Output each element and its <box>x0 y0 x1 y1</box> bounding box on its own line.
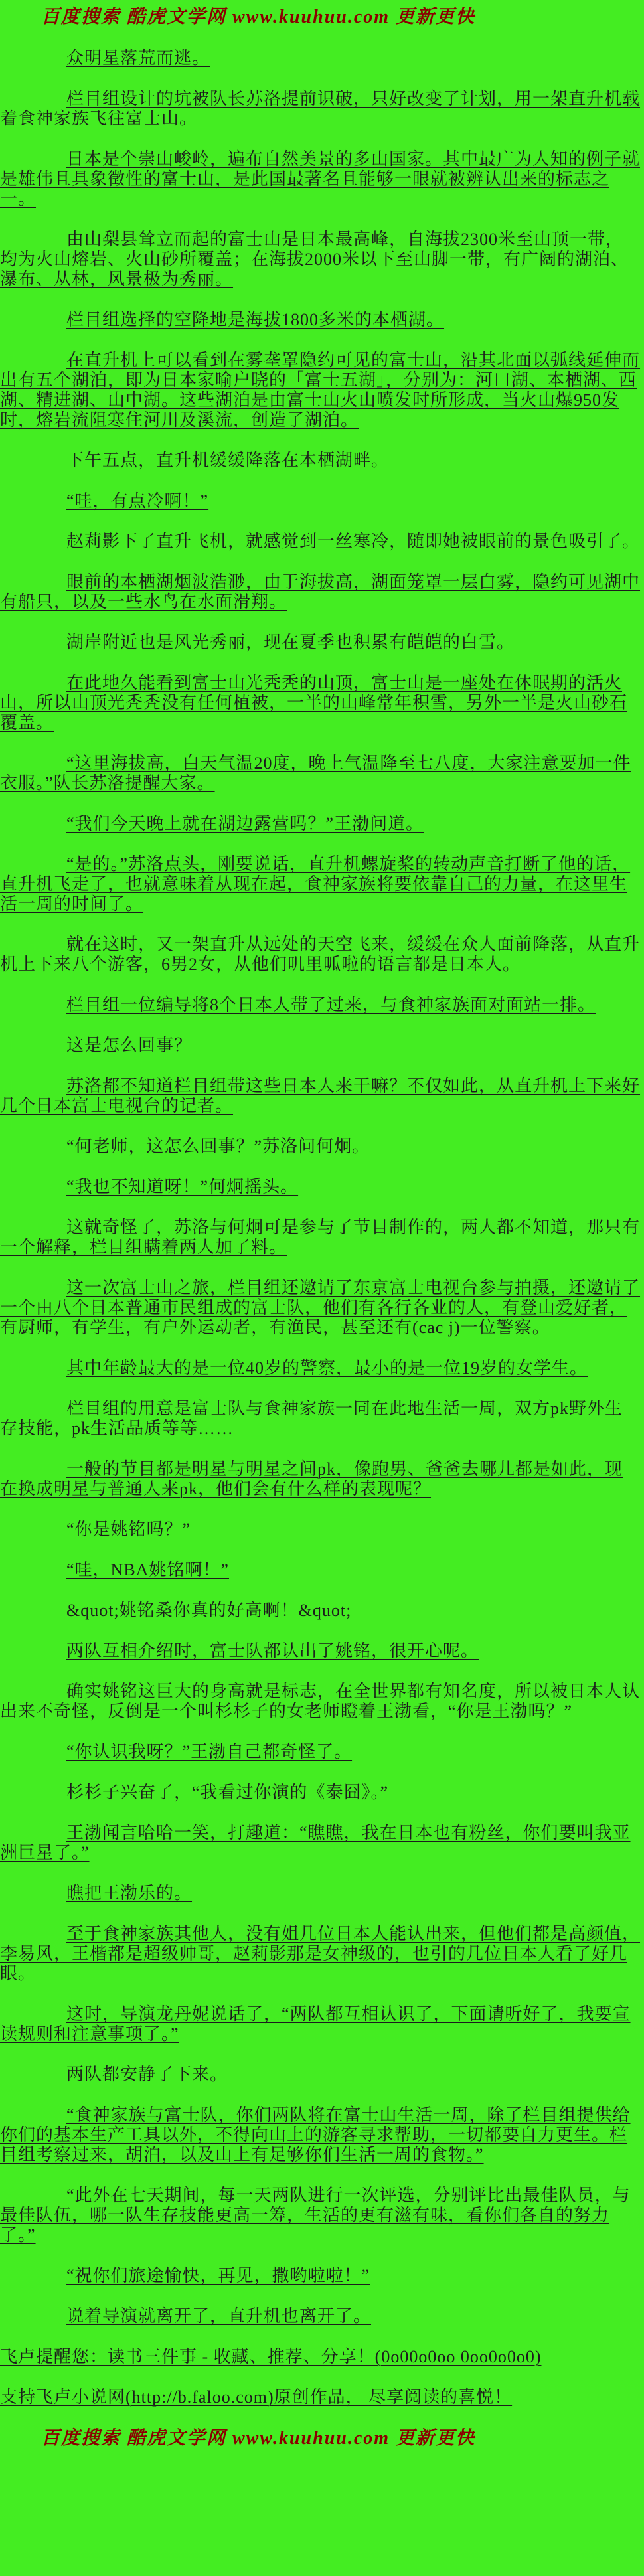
novel-paragraph: 杉杉子兴奋了，“我看过你演的《泰囧》。” <box>66 1783 389 1802</box>
novel-paragraph: 赵莉影下了直升飞机，就感觉到一丝寒冷，随即她被眼前的景色吸引了。 <box>66 532 641 551</box>
novel-paragraph: 至于食神家族其他人，没有姐几位日本人能认出来，但他们都是高颜值，李易风，王楷都是超级帅哥，赵莉影那是女神级的，也引的几位日本人看了好几眼。 <box>0 1924 641 1983</box>
novel-paragraph: “哇，NBA姚铭啊！” <box>66 1560 229 1579</box>
novel-paragraph: “食神家族与富士队，你们两队将在富士山生活一周，除了栏目组提供给你们的基本生产工具以外，不得向山上的游客寻求帮助，一切都要自力更生。栏目组考察过来，胡泊，以及山上有足够你们生活一周的食物。” <box>0 2105 631 2164</box>
site-footer-banner: 百度搜索 酷虎文学网 www.kuuhuu.com 更新更快 <box>41 2428 476 2449</box>
novel-paragraph: 这就奇怪了，苏洛与何炯可是参与了节目制作的，两人都不知道，那只有一个解释，栏目组瞒着两人加了料。 <box>0 1218 641 1257</box>
novel-paragraph: 两队都安静了下来。 <box>66 2065 228 2084</box>
novel-paragraph: “何老师，这怎么回事？”苏洛问何炯。 <box>66 1137 370 1156</box>
piracy-notices <box>0 2347 640 2407</box>
novel-paragraph: 说着导演就离开了，直升机也离开了。 <box>66 2306 372 2326</box>
novel-paragraph: 下午五点，直升机缓缓降落在本栖湖畔。 <box>66 451 390 470</box>
novel-paragraph: 瞧把王渤乐的。 <box>66 1884 193 1903</box>
novel-paragraph: “这里海拔高，白天气温20度，晚上气温降至七八度，大家注意要加一件衣服。”队长苏洛提醒大家。 <box>0 754 631 793</box>
novel-paragraph: 这时，导演龙丹妮说话了，“两队都互相认识了，下面请听好了，我要宣读规则和注意事项了。” <box>0 2004 631 2044</box>
novel-paragraph: 其中年龄最大的是一位40岁的警察，最小的是一位19岁的女学生。 <box>66 1358 588 1378</box>
faloo-notice: 飞卢提醒您：读书三件事 - 收藏、推荐、分享！(0o00o0oo 0oo0o0o0) <box>0 2347 542 2366</box>
novel-paragraph: “祝你们旅途愉快，再见，撒哟啦啦！” <box>66 2266 370 2285</box>
novel-paragraph: 栏目组一位编导将8个日本人带了过来，与食神家族面对面站一排。 <box>66 995 596 1014</box>
novel-paragraph: 这一次富士山之旅，栏目组还邀请了东京富士电视台参与拍摄，还邀请了一个由八个日本普通市民组成的富士队，他们有各行各业的人，有登山爱好者，有厨师，有学生，有户外运动者，有渔民，甚至还有(cac j)一位警察。 <box>0 1278 641 1337</box>
novel-paragraph: 日本是个崇山峻岭，遍布自然美景的多山国家。其中最广为人知的例子就是雄伟且具象徵性的富士山，是此国最著名且能够一眼就被辨认出来的标志之一。 <box>0 149 641 208</box>
novel-paragraph: 确实姚铭这巨大的身高就是标志，在全世界都有知名度，所以被日本人认出来不奇怪，反倒是一个叫杉杉子的女老师瞪着王渤看，“你是王渤吗？” <box>0 1682 641 1721</box>
novel-paragraph: 两队互相介绍时，富士队都认出了姚铭，很开心呢。 <box>66 1641 479 1660</box>
novel-paragraph: 苏洛都不知道栏目组带这些日本人来干嘛？不仅如此，从直升机上下来好几个日本富士电视台的记者。 <box>0 1076 641 1115</box>
novel-paragraph: “哇，有点冷啊！” <box>66 491 209 511</box>
novel-paragraph: &quot;姚铭桑你真的好高啊！&quot; <box>66 1601 352 1620</box>
novel-paragraph: 栏目组的用意是富士队与食神家族一同在此地生活一周，双方pk野外生存技能，pk生活品质等等…… <box>0 1399 623 1438</box>
novel-paragraph: 这是怎么回事？ <box>66 1036 193 1055</box>
novel-paragraph: 一般的节目都是明星与明星之间pk，像跑男、爸爸去哪儿都是如此，现在换成明星与普通人来pk，他们会有什么样的表现呢？ <box>0 1459 623 1498</box>
novel-paragraph: “你认识我呀？”王渤自己都奇怪了。 <box>66 1742 353 1761</box>
novel-paragraph: 眼前的本栖湖烟波浩渺，由于海拔高，湖面笼罩一层白雾，隐约可见湖中有船只，以及一些水鸟在水面滑翔。 <box>0 572 641 611</box>
novel-paragraph: 就在这时，又一架直升从远处的天空飞来，缓缓在众人面前降落，从直升机上下来八个游客，6男2女，从他们叽里呱啦的语言都是日本人。 <box>0 935 641 974</box>
novel-paragraph: 在直升机上可以看到在雾垄罩隐约可见的富士山，沿其北面以弧线延伸而出有五个湖泊，即为日本家喻户晓的「富士五湖」，分别为：河口湖、本栖湖、西湖、精进湖、山中湖。这些湖泊是由富士山火山喷发时所形成，当火山爆950发时，熔岩流阻寒住河川及溪流，创造了湖泊。 <box>0 351 641 430</box>
site-header-banner: 百度搜索 酷虎文学网 www.kuuhuu.com 更新更快 <box>41 7 476 27</box>
novel-paragraph: 众明星落荒而逃。 <box>66 48 210 68</box>
novel-paragraph: 湖岸附近也是风光秀丽，现在夏季也积累有皑皑的白雪。 <box>66 633 515 652</box>
novel-paragraph: 栏目组设计的坑被队长苏洛提前识破，只好改变了计划，用一架直升机载着食神家族飞往富士山。 <box>0 89 641 128</box>
novel-paragraph: 王渤闻言哈哈一笑，打趣道：“瞧瞧，我在日本也有粉丝，你们要叫我亚洲巨星了。” <box>0 1823 631 1862</box>
novel-paragraph: “我们今天晚上就在湖边露营吗？”王渤问道。 <box>66 814 424 833</box>
novel-paragraph: 在此地久能看到富士山光秃秃的山顶，富士山是一座处在休眠期的活火山，所以山顶光秃秃没有任何植被，一半的山峰常年积雪，另外一半是火山砂石覆盖。 <box>0 673 628 732</box>
novel-paragraph: “我也不知道呀！”何炯摇头。 <box>66 1177 299 1196</box>
novel-paragraph: “你是姚铭吗？” <box>66 1520 191 1539</box>
novel-paragraph: 栏目组选择的空降地是海拔1800多米的本栖湖。 <box>66 310 445 329</box>
novel-paragraph: “此外在七天期间，每一天两队进行一次评选，分别评比出最佳队员，与最佳队伍，哪一队生存技能更高一筹，生活的更有滋有味，看你们各自的努力了。” <box>0 2186 631 2245</box>
novel-paragraph: 由山梨县耸立而起的富士山是日本最高峰，自海拔2300米至山顶一带，均为火山熔岩、火山砂所覆盖；在海拔2000米以下至山脚一带，有广阔的湖泊、瀑布、从林，风景极为秀丽。 <box>0 230 629 289</box>
faloo-notice: 支持飞卢小说网(http://b.faloo.com)原创作品， 尽享阅读的喜悦！ <box>0 2387 513 2407</box>
novel-paragraph: “是的。”苏洛点头，刚要说话，直升机螺旋桨的转动声音打断了他的话，直升机飞走了，也就意味着从现在起，食神家族将要依靠自己的力量，在这里生活一周的时间了。 <box>0 854 631 914</box>
novel-body <box>0 48 640 2326</box>
